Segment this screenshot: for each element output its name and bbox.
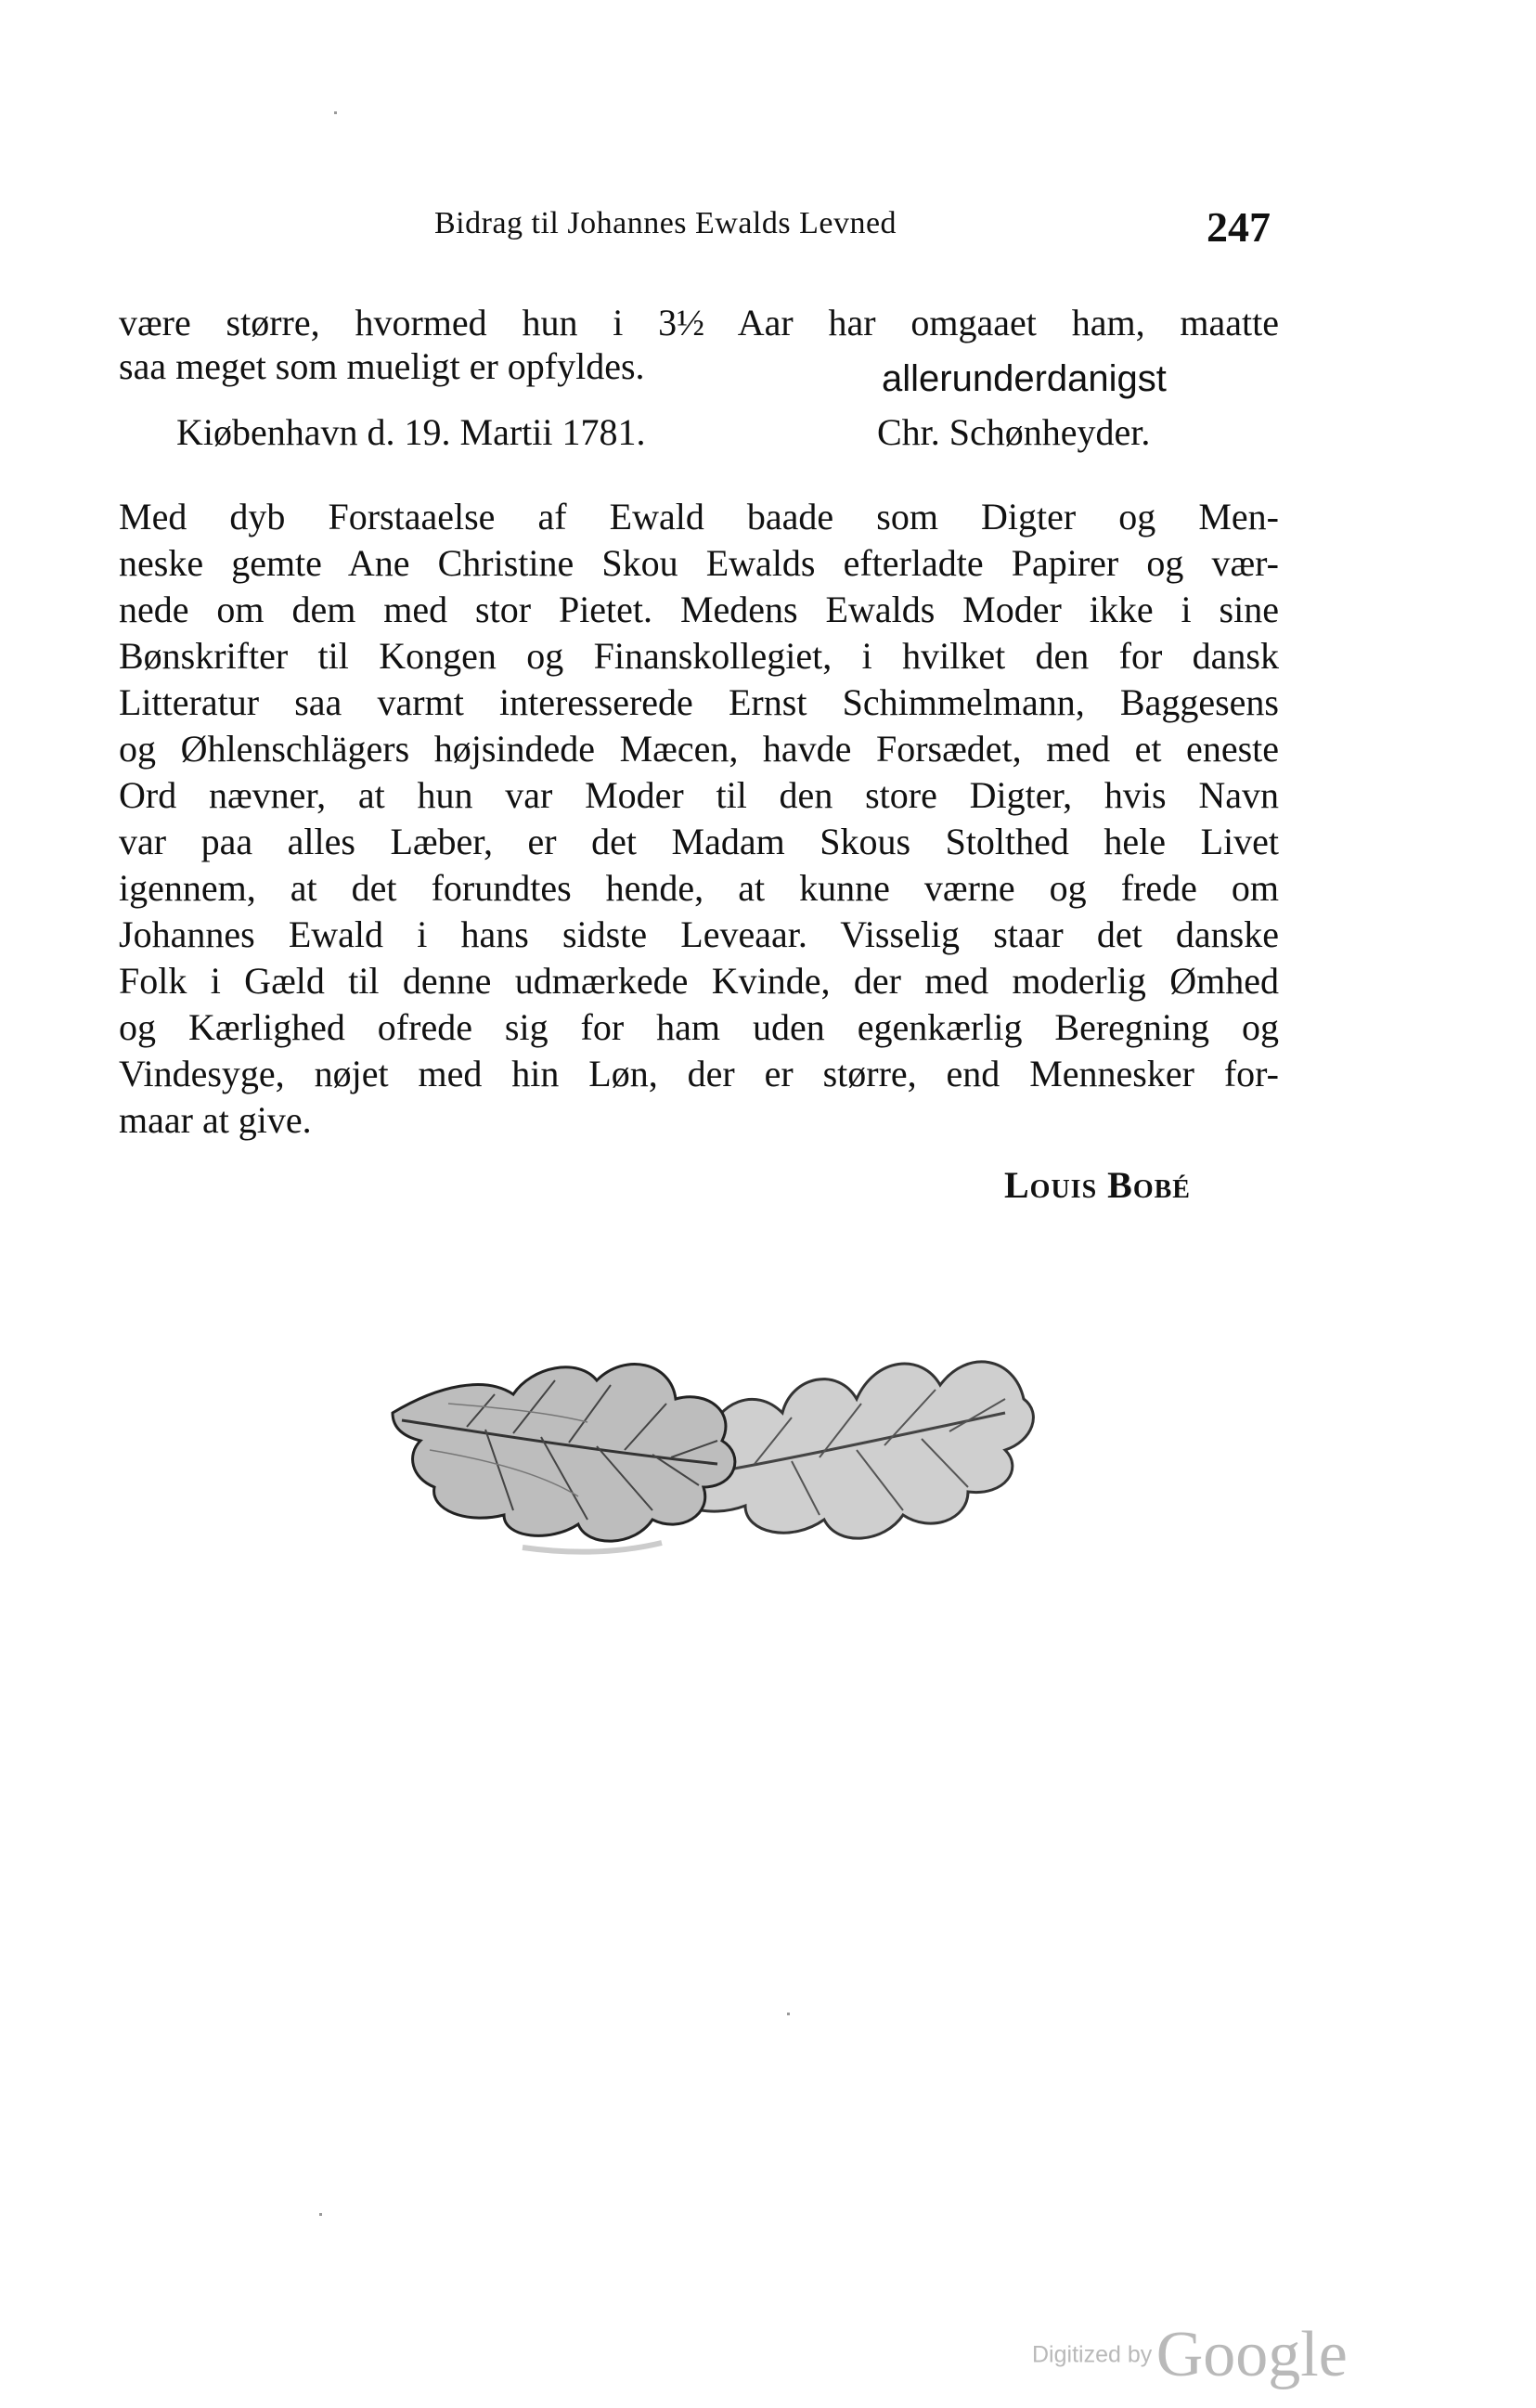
body-line: igennem, at det forundtes hende, at kunne værne og frede om — [119, 867, 1279, 909]
body-line: og Øhlenschlägers højsindede Mæcen, havde Forsædet, med et eneste — [119, 728, 1279, 770]
google-logo: Google — [1155, 2319, 1348, 2390]
body-line: var paa alles Læber, er det Madam Skous Stolthed hele Livet — [119, 821, 1279, 862]
body-line: Ord nævner, at hun var Moder til den store Digter, hvis Navn — [119, 774, 1279, 816]
body-line: neske gemte Ane Christine Skou Ewalds efterladte Papirer og vær- — [119, 542, 1279, 584]
oak-leaf-icon — [355, 1311, 1098, 1589]
letter-line: saa meget som mueligt er opfyldes. — [119, 345, 645, 387]
body-line: og Kærlighed ofrede sig for ham uden egenkærlig Beregning og — [119, 1006, 1279, 1048]
scan-speck — [787, 2013, 790, 2015]
body-line: nede om dem med stor Pietet. Medens Ewalds Moder ikke i sine — [119, 589, 1279, 630]
body-line: maar at give. — [119, 1099, 312, 1141]
body-line: Johannes Ewald i hans sidste Leveaar. Visselig staar det danske — [119, 913, 1279, 955]
letter-line: være større, hvormed hun i 3½ Aar har omgaaet ham, maatte — [119, 302, 1279, 343]
scan-speck — [334, 111, 337, 114]
body-line: Folk i Gæld til denne udmærkede Kvinde, der med moderlig Ømhed — [119, 960, 1279, 1002]
letter-signature: Chr. Schønheyder. — [877, 411, 1151, 453]
scan-speck — [319, 2213, 322, 2216]
oak-leaf-illustration — [355, 1311, 1098, 1589]
digitized-by-watermark — [1032, 2318, 1348, 2392]
body-line: Vindesyge, nøjet med hin Løn, der er større, end Mennesker for- — [119, 1053, 1279, 1094]
page-number: 247 — [1207, 203, 1271, 251]
letter-closing: allerunderdanigst — [882, 358, 1167, 399]
body-line: Litteratur saa varmt interesserede Ernst Schimmelmann, Baggesens — [119, 681, 1279, 723]
digitized-label: Digitized by — [1032, 2341, 1153, 2368]
letter-place-date: Kiøbenhavn d. 19. Martii 1781. — [176, 411, 646, 453]
body-line: Med dyb Forstaaelse af Ewald baade som Digter og Men- — [119, 496, 1279, 537]
body-line: Bønskrifter til Kongen og Finanskollegiet, i hvilket den for dansk — [119, 635, 1279, 677]
running-head: Bidrag til Johannes Ewalds Levned — [434, 206, 897, 240]
author-signature: Louis Bobé — [1004, 1164, 1191, 1206]
